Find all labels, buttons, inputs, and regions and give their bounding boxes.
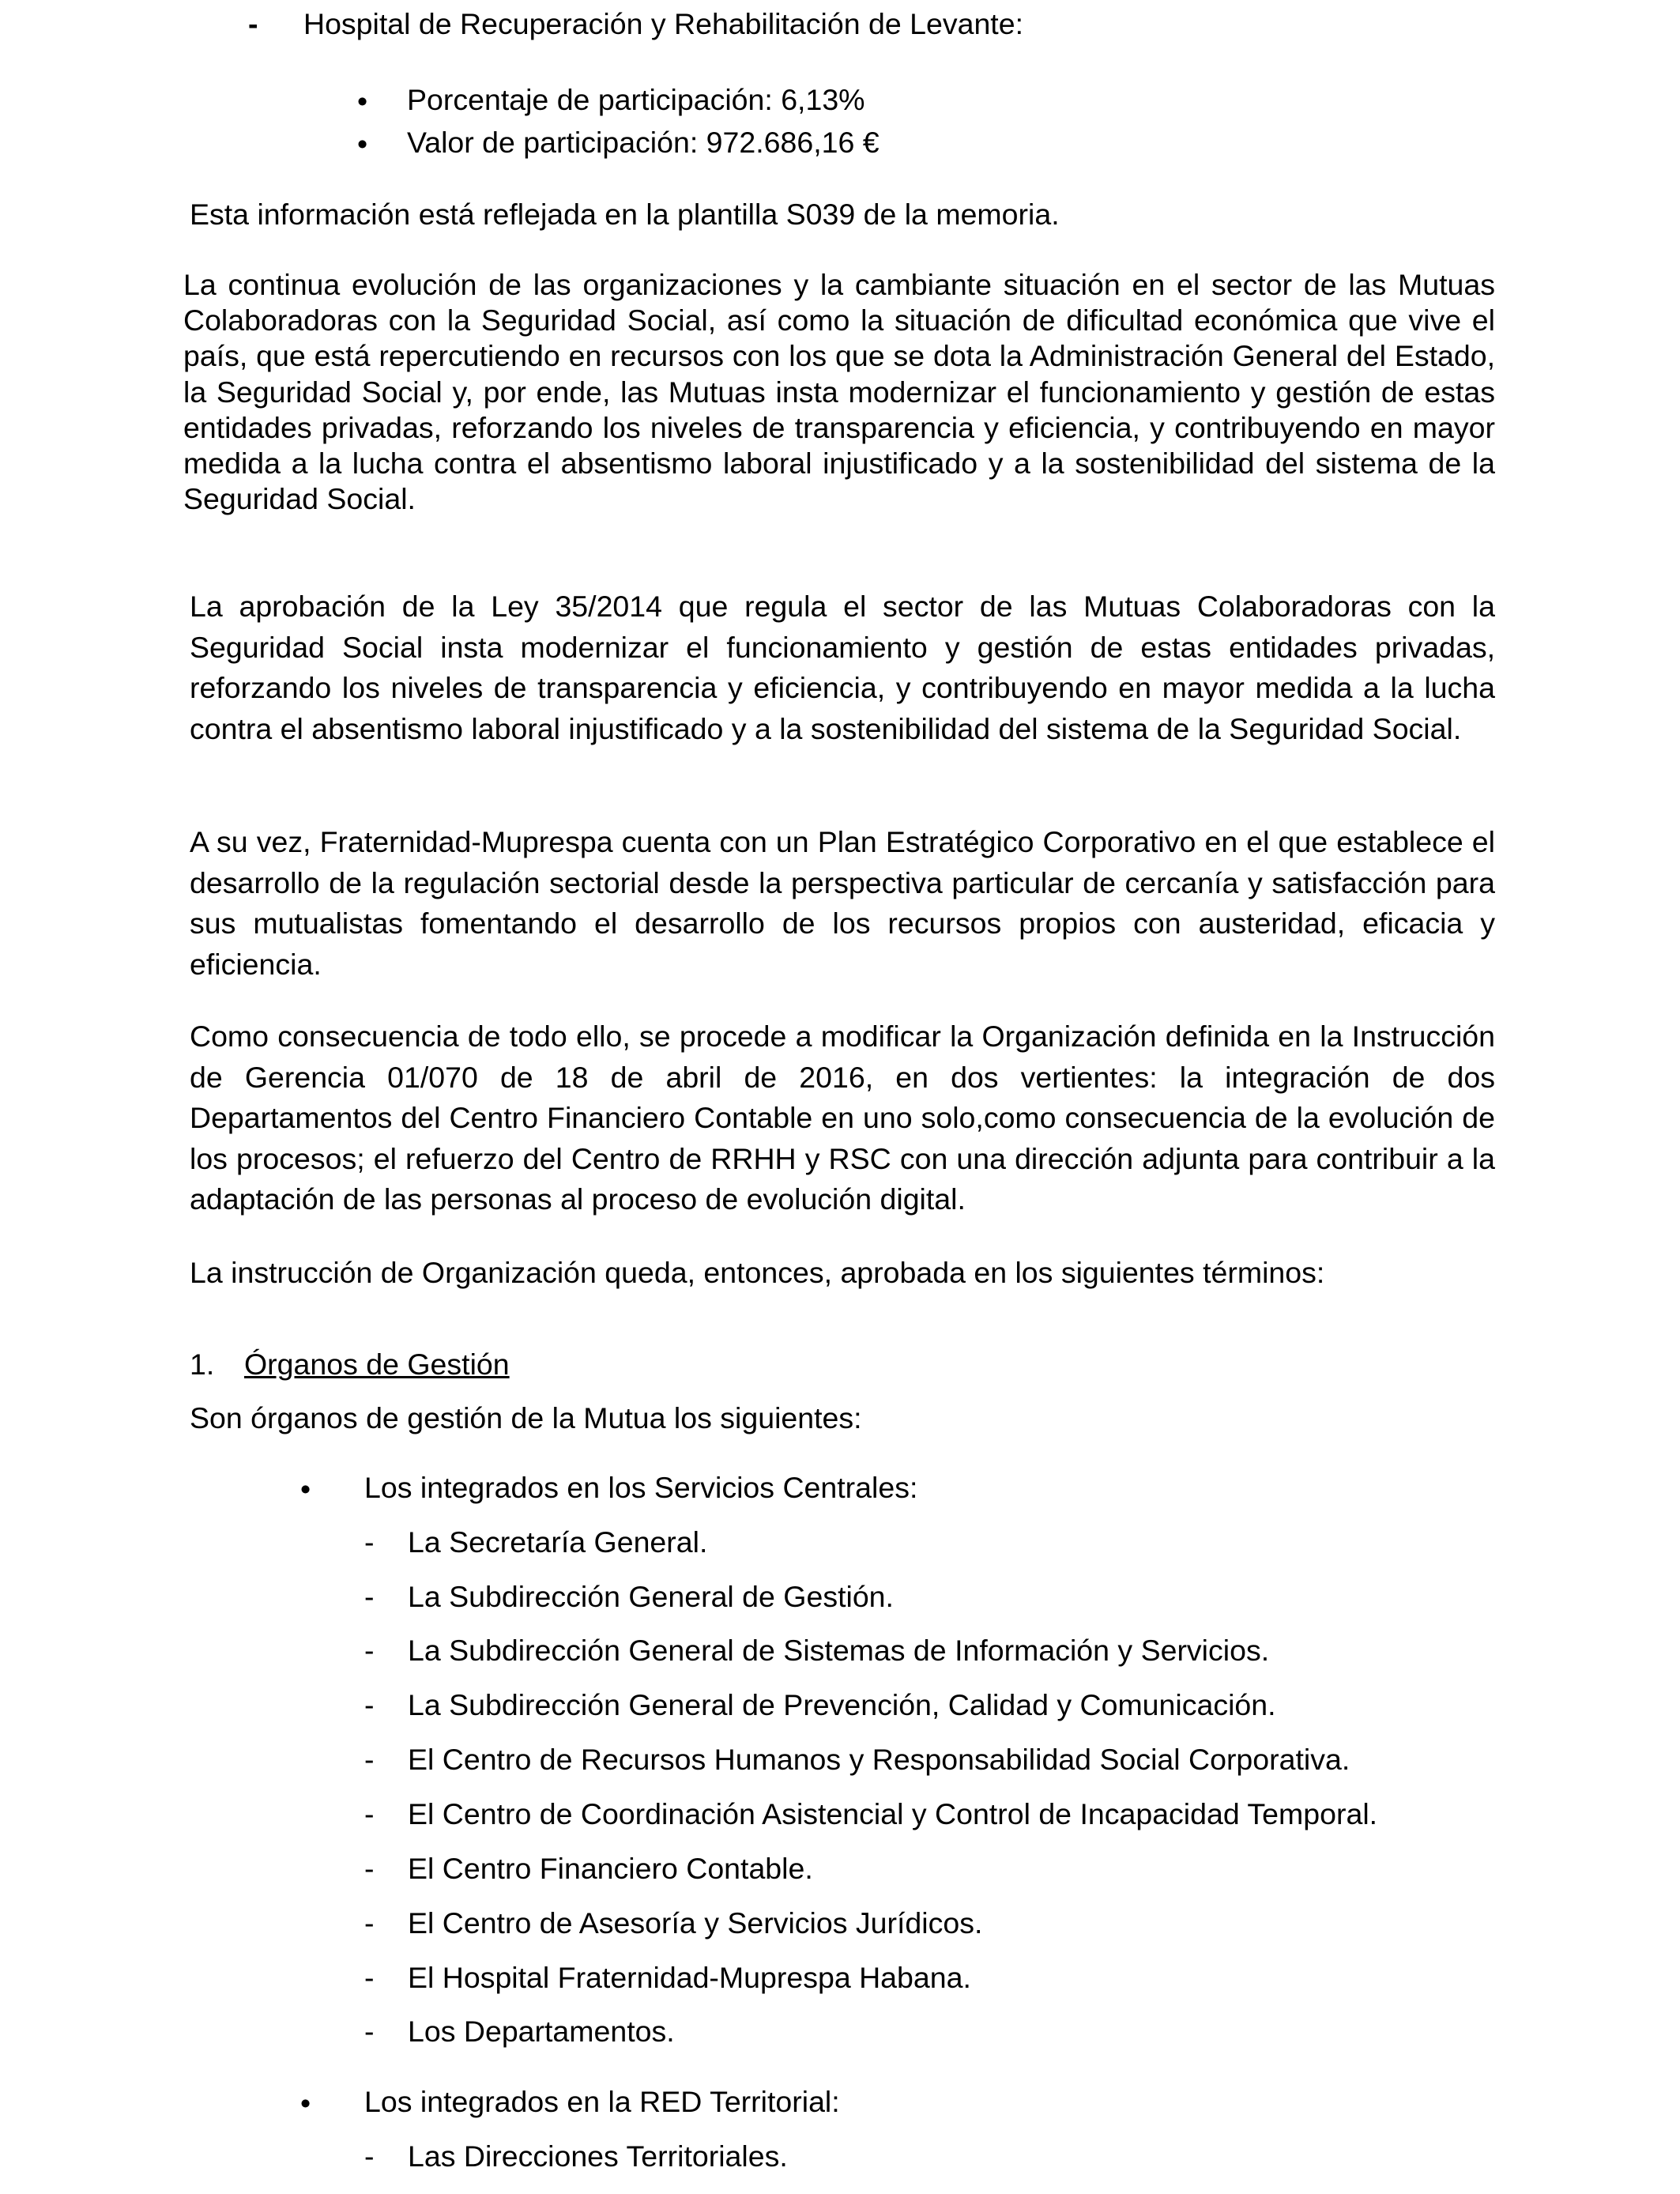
bullet-item-porcentaje: Porcentaje de participación: 6,13% xyxy=(407,83,865,116)
paragraph-consecuencia: Como consecuencia de todo ello, se procede a modificar la Organización definida en la Instrucción de Gerencia 01/070 de 18 de abril de 2016, en dos vertientes: la integración de dos Departamentos del Centro Financiero Contable en uno solo,como consecuencia de la evolución de los procesos; el refuerzo del Centro de RRHH y RSC con una dirección adjunta para contribuir a la adaptación de las personas al proceso de evolución digital. xyxy=(190,1020,1495,1216)
paragraph-ley: La aprobación de la Ley 35/2014 que regula el sector de las Mutuas Colaboradoras con la Seguridad Social insta modernizar el funcionamiento y gestión de estas entidades privadas, reforzando los niveles de transparencia y eficiencia, y contribuyendo en mayor medida a la lucha contra el absentismo laboral injustificado y a la sostenibilidad del sistema de la Seguridad Social. xyxy=(190,590,1495,745)
list-item: Los Departamentos. xyxy=(408,2015,675,2048)
paragraph-plan-estrategico: A su vez, Fraternidad-Muprespa cuenta con un Plan Estratégico Corporativo en el que establece el desarrollo de la regulación sectorial desde la perspectiva particular de cercanía y satisfacción para sus mutualistas fomentando el desarrollo de los recursos propios con austeridad, eficacia y eficiencia. xyxy=(190,825,1495,981)
dash-marker: - xyxy=(248,7,258,40)
section-title: Órganos de Gestión xyxy=(244,1348,510,1381)
list-item-hospital-levante: Hospital de Recuperación y Rehabilitación de Levante: xyxy=(303,7,1023,40)
list-item: El Hospital Fraternidad-Muprespa Habana. xyxy=(408,1961,971,1994)
group-label-servicios-centrales: Los integrados en los Servicios Centrales: xyxy=(364,1471,918,1504)
list-item: La Subdirección General de Sistemas de Información y Servicios. xyxy=(408,1634,1270,1667)
list-item: La Subdirección General de Prevención, Calidad y Comunicación. xyxy=(408,1688,1276,1721)
list-item: El Centro Financiero Contable. xyxy=(408,1852,813,1885)
list-item: El Centro de Asesoría y Servicios Jurídicos. xyxy=(408,1906,983,1940)
dash-marker: - xyxy=(364,1906,375,1940)
list-item: La Secretaría General. xyxy=(408,1525,708,1559)
dash-marker: - xyxy=(364,1634,375,1667)
bullet-icon: • xyxy=(357,127,368,160)
bullet-icon: • xyxy=(357,85,368,118)
bullet-item-valor: Valor de participación: 972.686,16 € xyxy=(407,126,880,159)
dash-marker: - xyxy=(364,1525,375,1559)
list-item: El Centro de Coordinación Asistencial y Control de Incapacidad Temporal. xyxy=(408,1797,1378,1830)
bullet-icon: • xyxy=(300,2087,311,2120)
paragraph-plantilla: Esta información está reflejada en la plantilla S039 de la memoria. xyxy=(190,198,1060,231)
group-label-red-territorial: Los integrados en la RED Territorial: xyxy=(364,2085,840,2118)
section-intro: Son órganos de gestión de la Mutua los siguientes: xyxy=(190,1401,862,1434)
list-item: El Centro de Recursos Humanos y Responsabilidad Social Corporativa. xyxy=(408,1743,1350,1776)
dash-marker: - xyxy=(364,2139,375,2173)
dash-marker: - xyxy=(364,2015,375,2048)
bullet-icon: • xyxy=(300,1472,311,1506)
dash-marker: - xyxy=(364,1961,375,1994)
dash-marker: - xyxy=(364,1743,375,1776)
dash-marker: - xyxy=(364,1688,375,1721)
paragraph-instruccion: La instrucción de Organización queda, entonces, aprobada en los siguientes términos: xyxy=(190,1256,1325,1289)
paragraph-evolucion: La continua evolución de las organizaciones y la cambiante situación en el sector de las Mutuas Colaboradoras con la Seguridad Social, así como la situación de dificultad económica que vive el país, que está repercutiendo en recursos con los que se dota la Administración General del Estado, la Seguridad Social y, por ende, las Mutuas insta modernizar el funcionamiento y gestión de estas entidades privadas, reforzando los niveles de transparencia y eficiencia, y contribuyendo en mayor medida a la lucha contra el absentismo laboral injustificado y a la sostenibilidad del sistema de la Seguridad Social. xyxy=(183,268,1495,516)
dash-marker: - xyxy=(364,1580,375,1613)
list-item: Las Direcciones Territoriales. xyxy=(408,2139,788,2173)
section-number: 1. xyxy=(190,1348,215,1381)
dash-marker: - xyxy=(364,1797,375,1830)
list-item: La Subdirección General de Gestión. xyxy=(408,1580,894,1613)
dash-marker: - xyxy=(364,1852,375,1885)
